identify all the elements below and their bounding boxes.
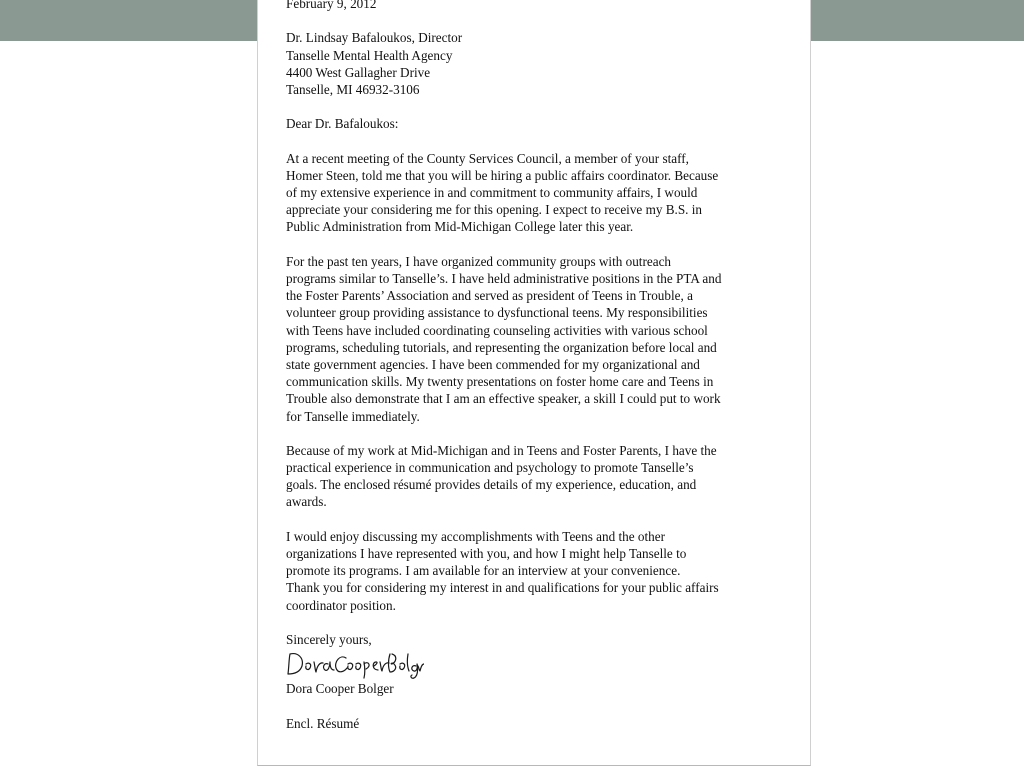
enclosure-note: Encl. Résumé — [286, 715, 360, 731]
recipient-line: 4400 West Gallagher Drive — [286, 64, 431, 80]
letter-body — [286, 0, 806, 732]
paragraph-line: volunteer group providing assistance to dysfunctional teens. My responsibilities — [286, 305, 708, 321]
paragraph-line: the Foster Parents’ Association and served as president of Teens in Trouble, a — [286, 288, 693, 304]
paragraph-line: promote its programs. I am available for an interview at your convenience. — [286, 563, 681, 579]
paragraph-3 — [286, 442, 806, 511]
paragraph-line: I would enjoy discussing my accomplishments with Teens and the other — [286, 528, 666, 544]
signer-name: Dora Cooper Bolger — [286, 681, 394, 697]
paragraph-line: For the past ten years, I have organized community groups with outreach — [286, 253, 672, 269]
paragraph-line: communication skills. My twenty presentations on foster home care and Teens in — [286, 374, 714, 390]
paragraph-line: At a recent meeting of the County Services Council, a member of your staff, — [286, 150, 689, 166]
letter-page — [257, 0, 811, 766]
signature-script — [284, 648, 424, 680]
paragraph-line: organizations I have represented with you, and how I might help Tanselle to — [286, 546, 687, 561]
paragraph-line: Thank you for considering my interest in and qualifications for your public affairs — [286, 580, 719, 596]
closing: Sincerely yours, — [286, 631, 372, 647]
recipient-line: Dr. Lindsay Bafaloukos, Director — [286, 30, 463, 46]
paragraph-line: appreciate your considering me for this opening. I expect to receive my B.S. in — [286, 202, 703, 218]
paragraph-line: Because of my work at Mid-Michigan and in Teens and Foster Parents, I have the — [286, 442, 717, 458]
paragraph-line: state government agencies. I have been commended for my organizational and — [286, 356, 700, 372]
paragraph-line: programs, scheduling tutorials, and representing the organization before local and — [286, 339, 717, 355]
paragraph-4 — [286, 528, 806, 614]
recipient-address — [286, 29, 806, 98]
paragraph-line: coordinator position. — [286, 597, 396, 613]
paragraph-line: for Tanselle immediately. — [286, 408, 420, 424]
paragraph-line: of my extensive experience in and commitment to community affairs, I would — [286, 185, 698, 201]
paragraph-line: awards. — [286, 494, 327, 510]
paragraph-line: Homer Steen, told me that you will be hiring a public affairs coordinator. Because — [286, 167, 719, 183]
paragraph-line: Public Administration from Mid-Michigan College later this year. — [286, 219, 634, 235]
signature — [286, 646, 426, 680]
paragraph-line: programs similar to Tanselle’s. I have held administrative positions in the PTA and — [286, 271, 722, 286]
recipient-line: Tanselle, MI 46932-3106 — [286, 81, 420, 97]
paragraph-line: practical experience in communication and psychology to promote Tanselle’s — [286, 460, 694, 476]
paragraph-line: Trouble also demonstrate that I am an effective speaker, a skill I could put to work — [286, 391, 721, 407]
paragraph-line: goals. The enclosed résumé provides details of my experience, education, and — [286, 477, 697, 493]
paragraph-1 — [286, 150, 806, 236]
paragraph-2 — [286, 253, 806, 425]
recipient-line: Tanselle Mental Health Agency — [286, 47, 453, 63]
salutation: Dear Dr. Bafaloukos: — [286, 116, 399, 132]
paragraph-line: with Teens have included coordinating counseling activities with various school — [286, 322, 708, 338]
letter-date: February 9, 2012 — [286, 0, 377, 11]
